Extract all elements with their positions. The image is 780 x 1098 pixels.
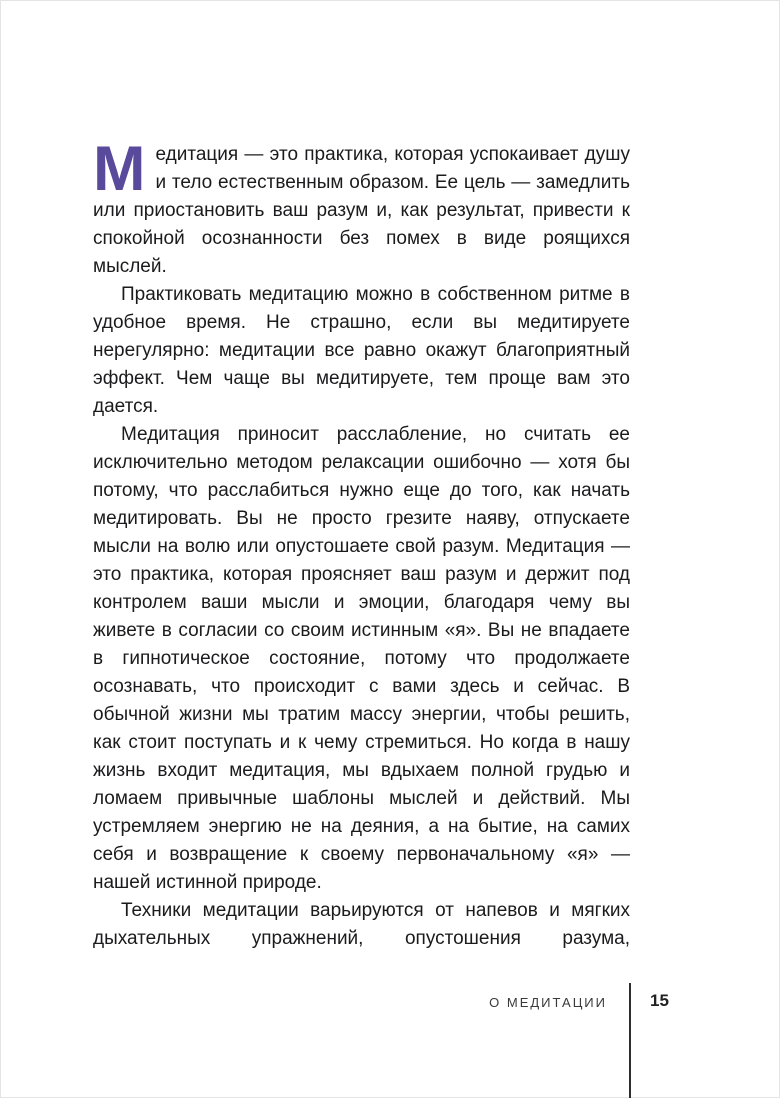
paragraph-3: Медитация приносит расслабление, но считать ее исключительно методом релаксации ошибочно — хотя бы потому, что расслабиться нужно еще до того, как начать медитировать. Вы не просто грезите наяву, отпускаете мысли на волю или опустошаете свой разум. Медитация — это практика, которая проясняет ваш разум и держит под контролем ваши мысли и эмоции, благодаря чему вы живете в согласии со своим истинным «я». Вы не впадаете в гипнотическое состояние, потому что продолжаете осознавать, что происходит с вами здесь и сейчас. В обычной жизни мы тратим массу энергии, чтобы решить, как стоит поступать и к чему стремиться. Но когда в нашу жизнь входит медитация, мы вдыхаем полной грудью и ломаем привычные шаблоны мыслей и действий. Мы устремляем энергию не на деяния, а на бытие, на самих себя и возвращение к своему первоначальному «я» — нашей истинной природе. [93, 424, 630, 893]
running-title: О МЕДИТАЦИИ [489, 995, 607, 1010]
paragraph-1-text: едитация — это практика, которая успокаивает душу и тело естественным образом. Ее цель — замедлить или приостановить ваш разум и, как результат, привести к спокойной осознанности без помех в виде роящихся мыслей. [93, 144, 630, 277]
footer-divider-line [629, 983, 631, 1098]
page-number: 15 [650, 991, 669, 1010]
body-text-block [93, 134, 630, 953]
paragraph-4: Техники медитации варьируются от напевов и мягких дыхательных упражнений, опустошения разума, [93, 900, 630, 949]
dropcap-letter: М [93, 134, 146, 204]
paragraph-2: Практиковать медитацию можно в собственном ритме в удобное время. Не страшно, если вы медитируете нерегулярно: медитации все равно окажут благоприятный эффект. Чем чаще вы медитируете, тем проще вам это дается. [93, 284, 630, 417]
paragraph-1 [93, 134, 630, 281]
